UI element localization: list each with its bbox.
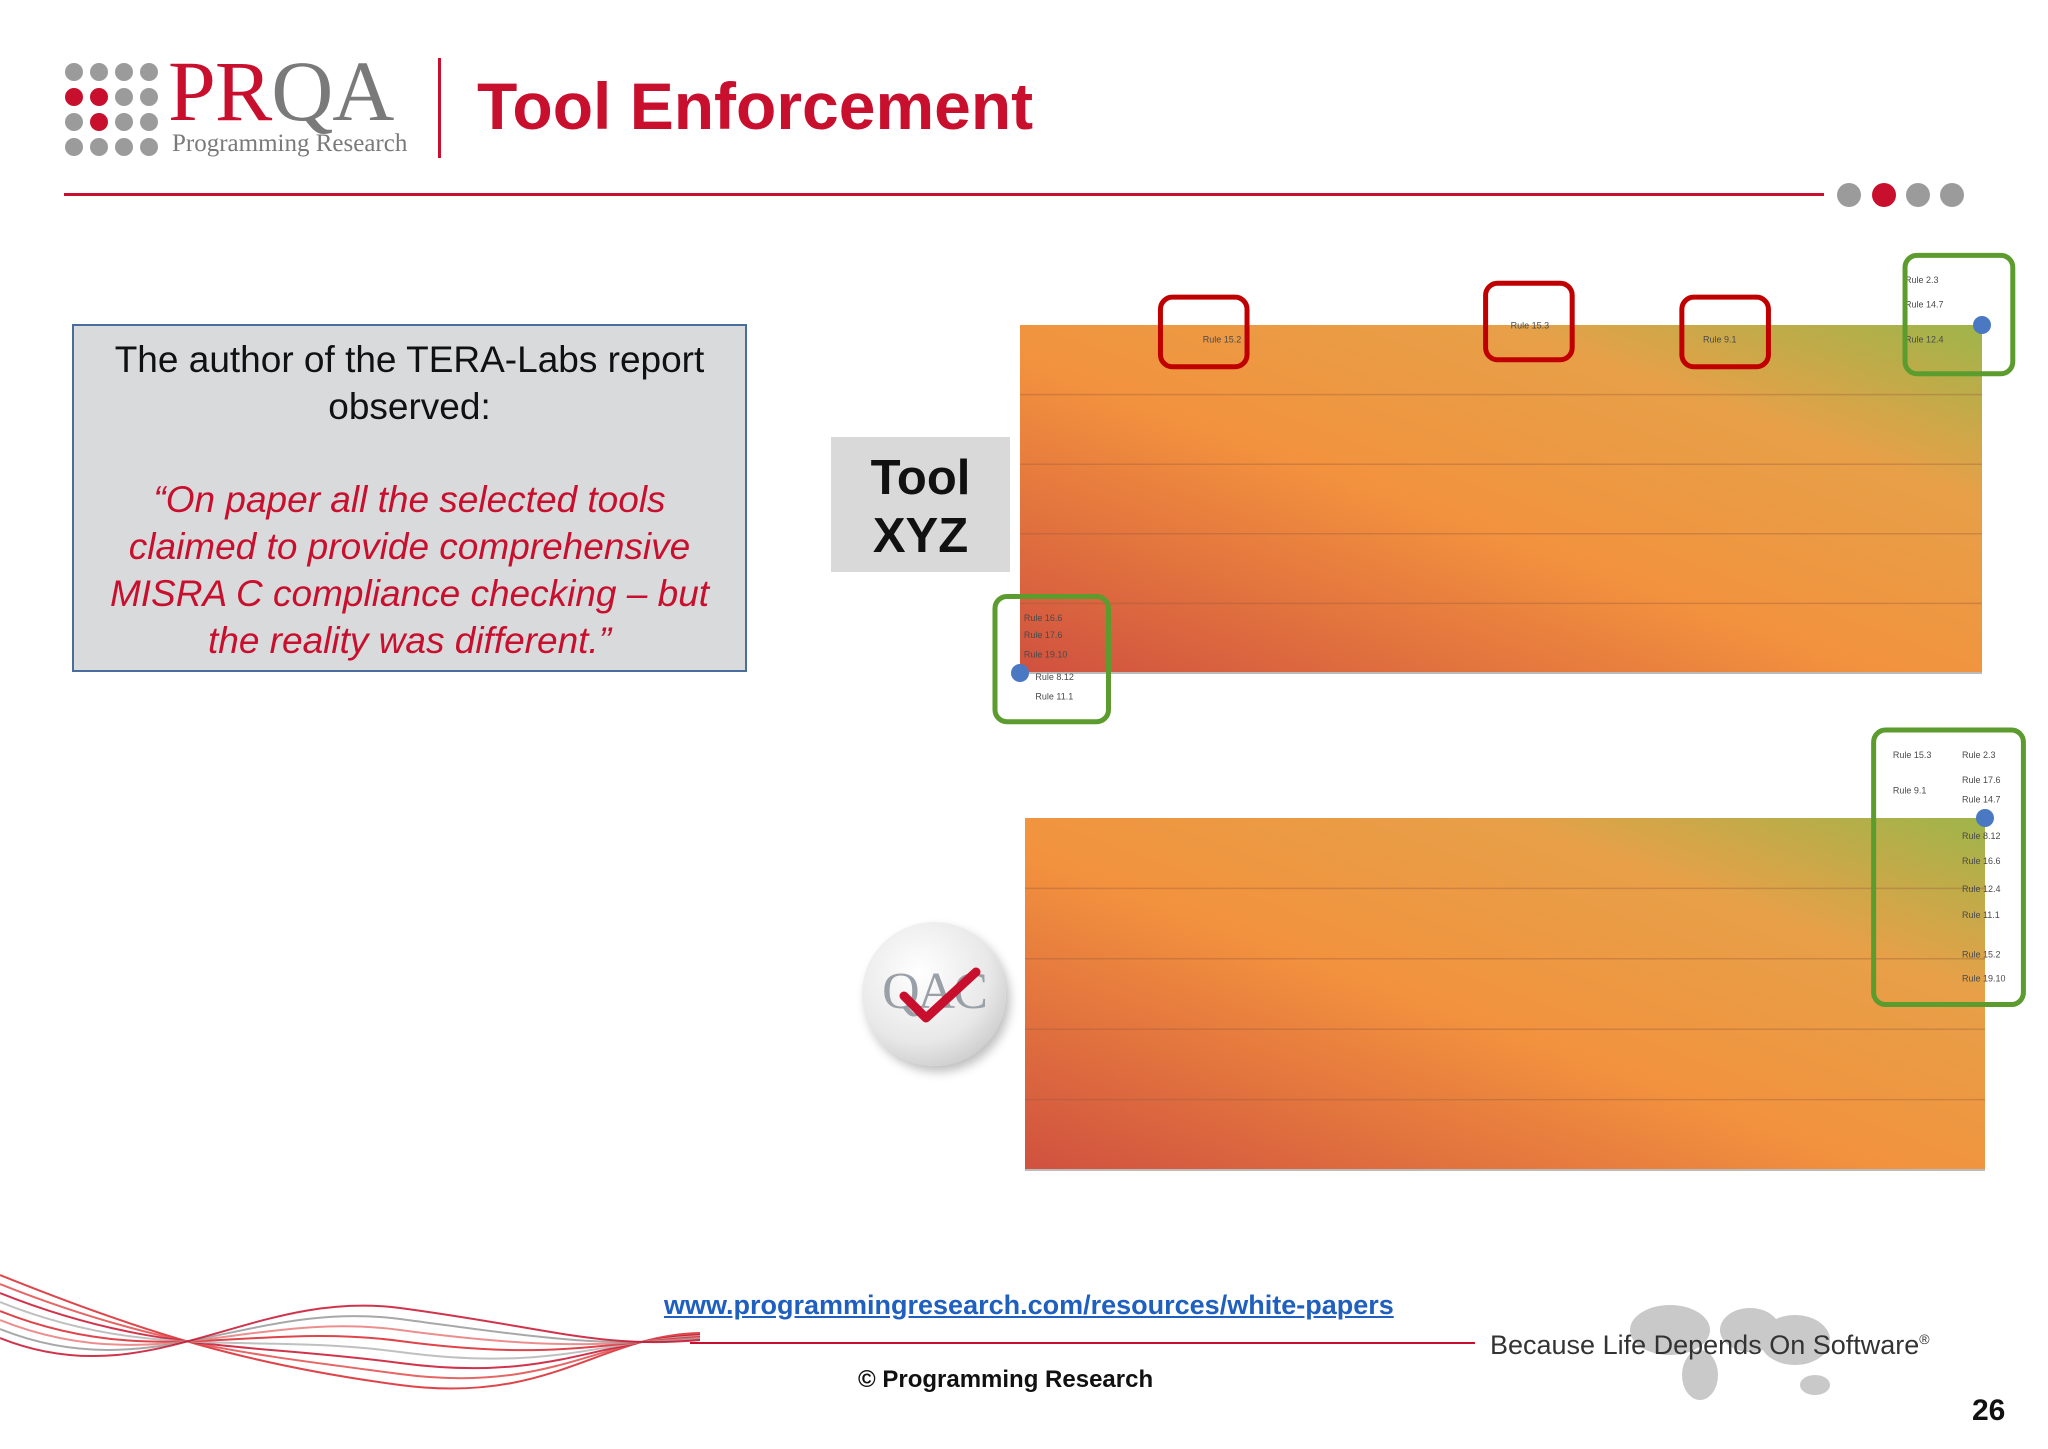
data-point — [1976, 809, 1994, 827]
rule-label: Rule 12.4 — [1905, 334, 1944, 345]
rule-label: Rule 11.1 — [1035, 691, 1074, 702]
rule-label: Rule 19.10 — [1023, 649, 1068, 660]
chart-tool-xyz — [995, 255, 2013, 721]
rule-label: Rule 9.1 — [1892, 785, 1927, 796]
footer-waves-graphic — [0, 1255, 700, 1445]
rule-label: Rule 16.6 — [1023, 612, 1063, 623]
footer-tagline — [1490, 1330, 1930, 1361]
page-title: Tool Enforcement — [477, 69, 1034, 143]
rule-label: Rule 14.7 — [1905, 299, 1944, 310]
rule-label: Rule 8.12 — [1035, 671, 1074, 682]
rule-label: Rule 15.3 — [1510, 320, 1550, 331]
tool-xyz-label — [831, 437, 1010, 572]
chart-qac — [1025, 730, 2023, 1170]
rule-label: Rule 15.2 — [1961, 949, 2001, 960]
brand-pr: PR — [168, 43, 272, 139]
footer-rule — [690, 1342, 1475, 1344]
checkmark-icon — [892, 962, 982, 1032]
rule-label: Rule 8.12 — [1961, 831, 2001, 842]
rule-label: Rule 15.3 — [1892, 750, 1932, 761]
plot-area — [1020, 325, 1982, 673]
rule-label: Rule 16.6 — [1961, 855, 2001, 866]
qac-badge-icon — [862, 922, 1006, 1066]
white-papers-link[interactable]: www.programmingresearch.com/resources/white-papers — [664, 1290, 1394, 1320]
rule-label: Rule 19.10 — [1961, 973, 2006, 984]
rule-label: Rule 9.1 — [1703, 334, 1737, 345]
copyright: © Programming Research — [858, 1366, 1154, 1393]
tool-label-line1: Tool — [870, 451, 971, 505]
page-number: 26 — [1972, 1394, 2006, 1427]
rule-label: Rule 17.6 — [1023, 630, 1063, 641]
quote-intro: The author of the TERA-Labs report observed: — [114, 339, 705, 427]
rule-label: Rule 2.3 — [1961, 750, 1996, 761]
data-point — [1011, 664, 1029, 682]
rule-label: Rule 11.1 — [1961, 909, 2000, 920]
rule-label: Rule 12.4 — [1961, 883, 2001, 894]
rule-label: Rule 14.7 — [1961, 794, 2001, 805]
tool-label-line2: XYZ — [872, 509, 969, 563]
quote-text: “On paper all the selected tools claimed to provide comprehensive MISRA C compliance checking – but the reality was different.” — [109, 479, 710, 661]
registered-mark: ® — [1919, 1331, 1930, 1347]
data-point — [1973, 316, 1991, 334]
brand-qa: QA — [271, 43, 394, 139]
plot-area — [1025, 818, 1985, 1170]
rule-label: Rule 15.2 — [1202, 334, 1242, 345]
rule-label: Rule 17.6 — [1961, 774, 2001, 785]
wave-line — [0, 1284, 700, 1378]
tagline-text: Because Life Depends On Software — [1490, 1330, 1920, 1360]
brand-subtitle: Programming Research — [172, 130, 408, 157]
qac-badge-text: QAC — [882, 963, 986, 1020]
rule-label: Rule 2.3 — [1905, 275, 1939, 286]
